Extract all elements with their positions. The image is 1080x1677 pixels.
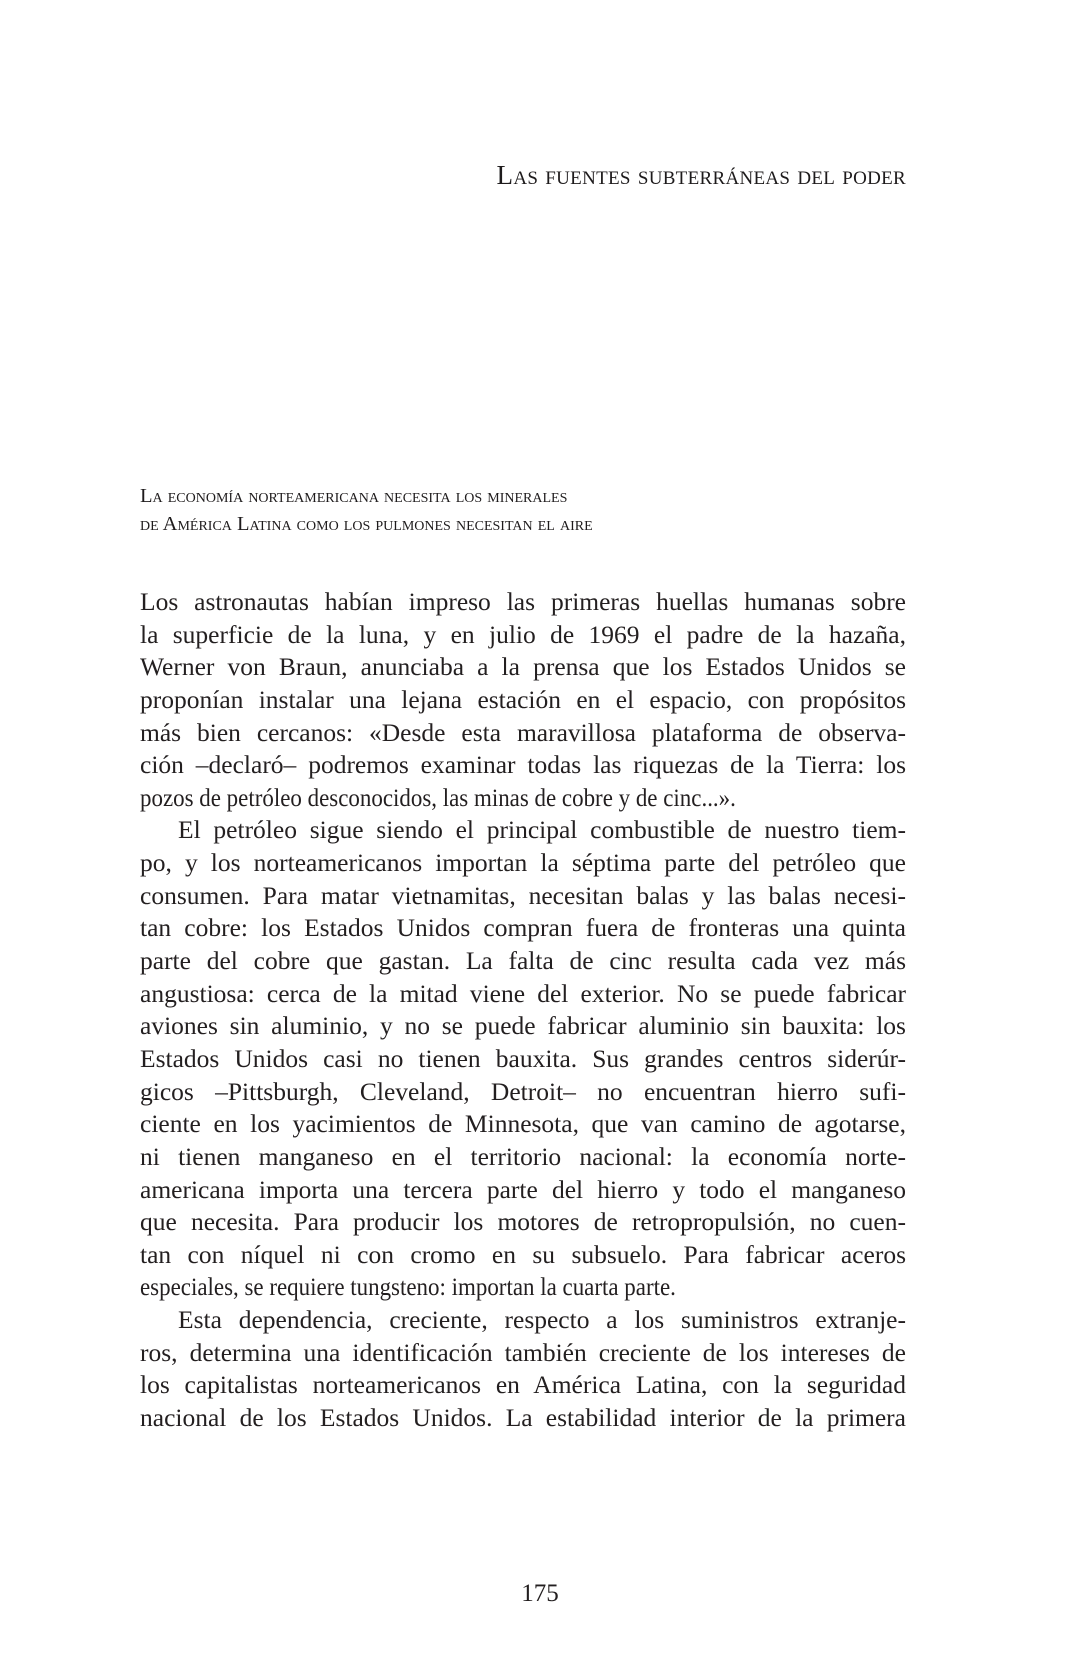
text-line: tan con níquel ni con cromo en su subsuelo. Para fabricar aceros: [140, 1239, 906, 1269]
text-line: gicos –Pittsburgh, Cleveland, Detroit– no encuentran hierro sufi-: [140, 1076, 906, 1106]
text-line: Esta dependencia, creciente, respecto a los suministros extranje-: [178, 1305, 906, 1335]
text-line: la superficie de la luna, y en julio de 1969 el padre de la hazaña,: [140, 619, 906, 649]
text-line: angustiosa: cerca de la mitad viene del exterior. No se puede fabricar: [140, 978, 906, 1008]
text-line: los capitalistas norteamericanos en América Latina, con la seguridad: [140, 1370, 906, 1400]
page-number: 175: [521, 1580, 559, 1607]
text-line: Werner von Braun, anunciaba a la prensa que los Estados Unidos se: [140, 652, 906, 682]
text-line: más bien cercanos: «Desde esta maravillosa plataforma de observa-: [140, 717, 906, 747]
text-line: El petróleo sigue siendo el principal combustible de nuestro tiem-: [178, 815, 906, 845]
text-line: Los astronautas habían impreso las primeras huellas humanas sobre: [140, 587, 906, 616]
text-line: proponían instalar una lejana estación en el espacio, con propósitos: [140, 684, 906, 714]
section-title-line: La economía norteamericana necesita los minerales: [140, 485, 568, 507]
body-text: [140, 586, 906, 1435]
text-line: ciente en los yacimientos de Minnesota, que van camino de agotarse,: [140, 1109, 906, 1139]
text-line: ción –declaró– podremos examinar todas las riquezas de la Tierra: los: [140, 750, 906, 780]
text-line: parte del cobre que gastan. La falta de cinc resulta cada vez más: [140, 946, 906, 976]
text-line: especiales, se requiere tungsteno: importan la cuarta parte.: [140, 1272, 676, 1302]
text-line: Estados Unidos casi no tienen bauxita. Sus grandes centros siderúr-: [140, 1043, 906, 1073]
text-line: tan cobre: los Estados Unidos compran fuera de fronteras una quinta: [140, 913, 906, 943]
text-line: que necesita. Para producir los motores de retropropulsión, no cuen-: [140, 1207, 906, 1237]
section-title: [140, 482, 900, 538]
text-line: nacional de los Estados Unidos. La estabilidad interior de la primera: [140, 1403, 906, 1433]
text-line: pozos de petróleo desconocidos, las minas de cobre y de cinc...».: [140, 782, 736, 812]
running-head: Las fuentes subterráneas del poder: [496, 160, 906, 190]
section-title-line: de América Latina como los pulmones necesitan el aire: [140, 513, 593, 535]
text-line: ni tienen manganeso en el territorio nacional: la economía norte-: [140, 1141, 906, 1171]
text-line: po, y los norteamericanos importan la séptima parte del petróleo que: [140, 848, 906, 878]
text-line: ros, determina una identificación también creciente de los intereses de: [140, 1337, 906, 1367]
text-line: americana importa una tercera parte del hierro y todo el manganeso: [140, 1174, 906, 1204]
text-line: consumen. Para matar vietnamitas, necesitan balas y las balas necesi-: [140, 880, 906, 910]
text-line: aviones sin aluminio, y no se puede fabricar aluminio sin bauxita: los: [140, 1011, 906, 1041]
